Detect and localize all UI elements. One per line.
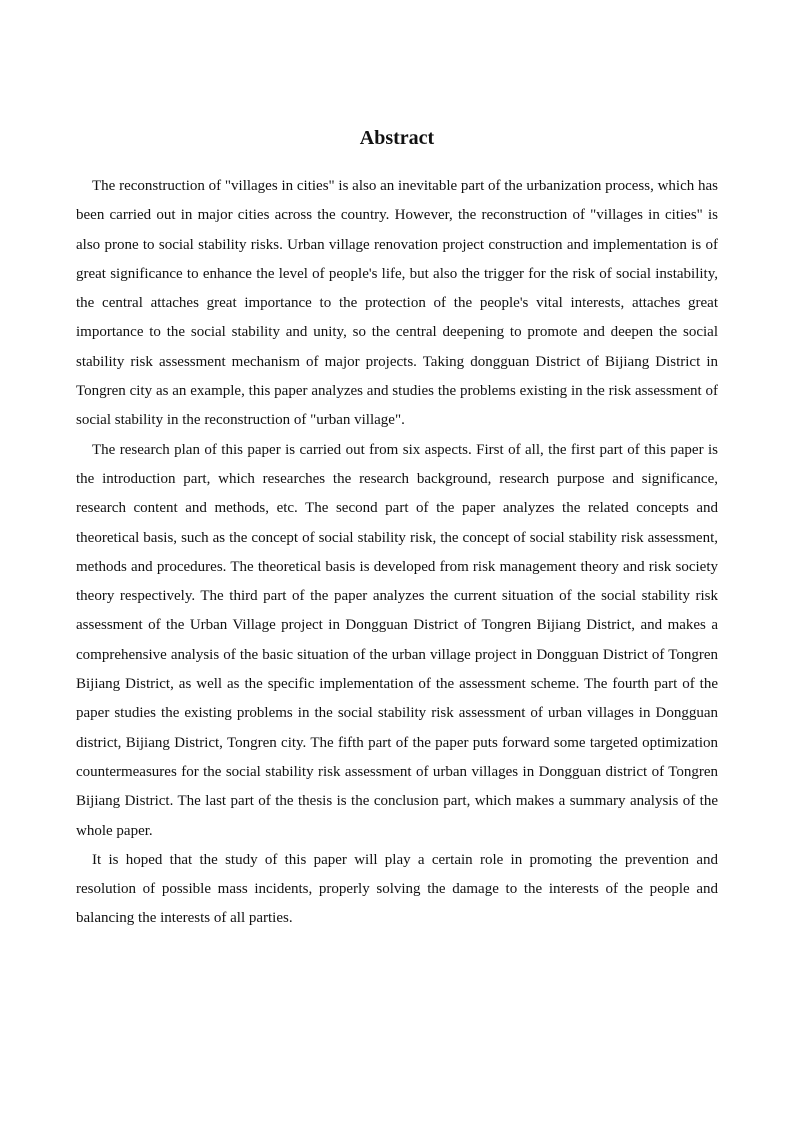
abstract-paragraph-1: The reconstruction of "villages in cities" is also an inevitable part of the urbanization process, which has been carried out in major cities across the country. However, the reconstruction of "villages in cities" is also prone to social stability risks. Urban village renovation project construction and implementation is of great significance to enhance the level of people's life, but also the trigger for the risk of social instability, the central attaches great importance to the protection of the people's vital interests, attaches great importance to the social stability and unity, so the central deepening to promote and deepen the social stability risk assessment mechanism of major projects. Taking dongguan District of Bijiang District in Tongren city as an example, this paper analyzes and studies the problems existing in the risk assessment of social stability in the reconstruction of "urban village". xyxy=(76,178,718,429)
document-page xyxy=(76,122,718,934)
page-title: Abstract xyxy=(359,127,435,149)
abstract-paragraph-2: The research plan of this paper is carried out from six aspects. First of all, the first part of this paper is the introduction part, which researches the research background, research purpose and significance, research content and methods, etc. The second part of the paper analyzes the related concepts and theoretical basis, such as the concept of social stability risk, the concept of social stability risk assessment, methods and procedures. The theoretical basis is developed from risk management theory and risk society theory respectively. The third part of the paper analyzes the current situation of the social stability risk assessment of the Urban Village project in Dongguan District of Tongren Bijiang District, and makes a comprehensive analysis of the basic situation of the urban village project in Dongguan District of Tongren Bijiang District, as well as the specific implementation of the assessment scheme. The fourth part of the paper studies the existing problems in the social stability risk assessment of urban villages in Dongguan district, Bijiang District, Tongren city. The fifth part of the paper puts forward some targeted optimization countermeasures for the social stability risk assessment of urban villages in Dongguan district of Tongren Bijiang District. The last part of the thesis is the conclusion part, which makes a summary analysis of the whole paper. xyxy=(76,441,718,839)
abstract-paragraph-3: It is hoped that the study of this paper will play a certain role in promoting the prevention and resolution of possible mass incidents, properly solving the damage to the interests of the people and balancing the interests of all parties. xyxy=(76,851,718,927)
